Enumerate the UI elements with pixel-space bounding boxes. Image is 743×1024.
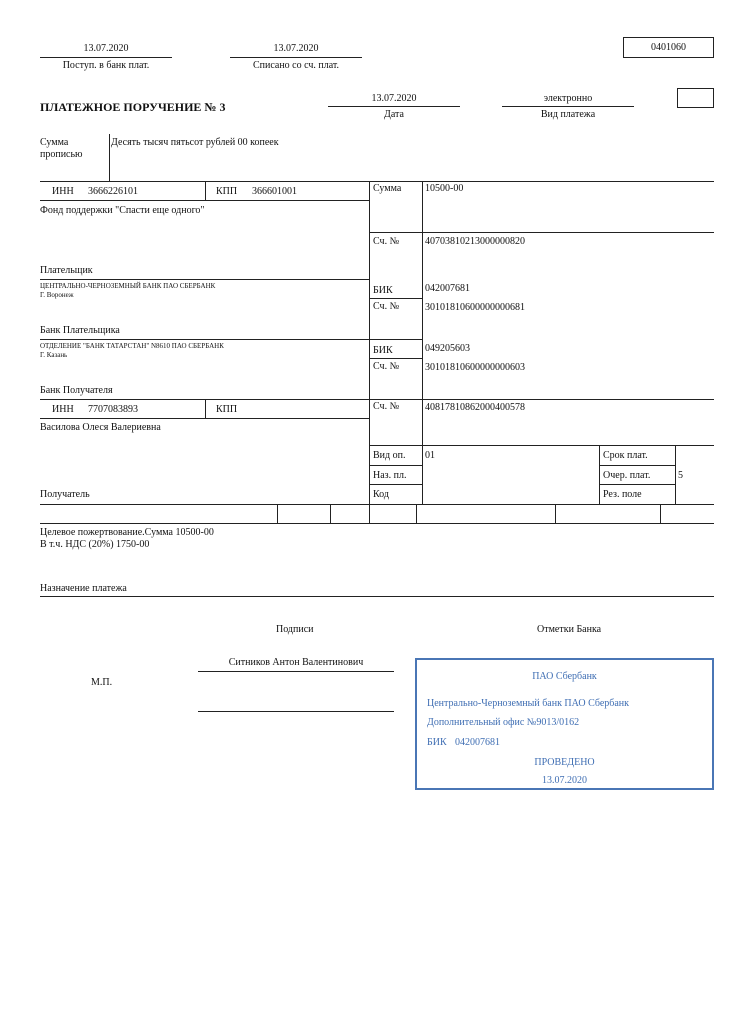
grid-line: [369, 465, 422, 466]
grid-line: [40, 181, 714, 182]
payer-inn: 3666226101: [88, 186, 138, 197]
grid-line: [599, 465, 675, 466]
code-label: Код: [373, 489, 389, 500]
payee-bank-bik: 049205603: [425, 343, 470, 354]
payer-bank-city: Г. Воронеж: [40, 291, 74, 299]
signature-line-2: [198, 711, 394, 712]
purpose-label: Назначение платежа: [40, 583, 127, 594]
grid-line: [40, 523, 714, 524]
term-label: Срок плат.: [603, 450, 648, 461]
payer-account-label: Сч. №: [373, 236, 400, 247]
amount-words-label-1: Сумма: [40, 137, 69, 148]
purpose-line-1: Целевое пожертвование.Сумма 10500-00: [40, 527, 214, 538]
stamp-status: ПРОВЕДЕНО: [534, 757, 595, 768]
grid-vertical-2: [422, 181, 423, 504]
payer-bank-bik: 042007681: [425, 283, 470, 294]
stamp-office: Дополнительный офис №9013/0162: [427, 717, 580, 728]
grid-line: [40, 279, 369, 280]
debited-date: 13.07.2020: [273, 43, 319, 54]
bank-marks-label: Отметки Банка: [537, 624, 602, 635]
received-date-label: Поступ. в банк плат.: [62, 60, 150, 71]
payee-name: Василова Олеся Валериевна: [40, 422, 161, 433]
payment-type: электронно: [543, 93, 593, 104]
payer-bank-account-label: Сч. №: [373, 301, 400, 312]
grid-line: [369, 232, 714, 233]
grid-line: [369, 298, 422, 299]
tax-cell-divider: [369, 504, 370, 523]
payer-bank-label: Банк Плательщика: [40, 325, 120, 336]
signatures-label: Подписи: [276, 624, 314, 635]
grid-line: [40, 339, 422, 340]
bank-stamp: [415, 658, 714, 790]
signature-line-1: [198, 671, 394, 672]
payer-account: 40703810213000000820: [425, 236, 525, 247]
payer-inn-divider: [205, 181, 206, 200]
stamp-date: 13.07.2020: [542, 775, 587, 786]
debited-date-line: [230, 57, 362, 58]
payment-type-label: Вид платежа: [540, 109, 596, 120]
grid-vertical-1: [369, 181, 370, 504]
blank-code-box: [677, 88, 714, 108]
tax-cell-divider: [330, 504, 331, 523]
amount-words-label-2: прописью: [40, 149, 83, 160]
payer-bank-name: ЦЕНТРАЛЬНО-ЧЕРНОЗЕМНЫЙ БАНК ПАО СБЕРБАНК: [40, 282, 216, 290]
grid-line: [369, 445, 714, 446]
payer-bank-account: 30101810600000000681: [425, 302, 525, 313]
stamp-bank: ПАО Сбербанк: [532, 671, 597, 682]
payee-bank-bik-label: БИК: [373, 345, 393, 356]
tax-cell-divider: [416, 504, 417, 523]
signer-name: Ситников Антон Валентинович: [228, 657, 364, 668]
order-date-line: [328, 106, 460, 107]
order-date-label: Дата: [384, 109, 404, 120]
payee-bank-account-label: Сч. №: [373, 361, 400, 372]
grid-vertical-3: [599, 445, 600, 504]
payer-name: Фонд поддержки "Спасти еще одного": [40, 205, 205, 216]
payee-label: Получатель: [40, 489, 90, 500]
payee-inn-divider: [205, 399, 206, 418]
payment-type-line: [502, 106, 634, 107]
payee-account-label: Сч. №: [373, 401, 400, 412]
reserve-label: Рез. поле: [603, 489, 642, 500]
amount-words: Десять тысяч пятьсот рублей 00 копеек: [111, 137, 279, 148]
payee-kpp-label: КПП: [216, 404, 238, 415]
payee-bank-account: 30101810600000000603: [425, 362, 525, 373]
payer-kpp-label: КПП: [216, 186, 238, 197]
grid-line: [40, 399, 714, 400]
stamp-bik: 042007681: [455, 737, 500, 748]
purpose-line-2: В т.ч. НДС (20%) 1750-00: [40, 539, 150, 550]
grid-line: [40, 200, 369, 201]
payee-bank-city: Г. Казань: [40, 351, 68, 359]
received-date: 13.07.2020: [83, 43, 129, 54]
tax-cell-divider: [277, 504, 278, 523]
order-date: 13.07.2020: [371, 93, 417, 104]
grid-line: [599, 484, 675, 485]
payee-inn-label: ИНН: [52, 404, 74, 415]
tax-cell-divider: [660, 504, 661, 523]
amount-words-divider: [109, 134, 110, 181]
op-type: 01: [425, 450, 435, 461]
payee-account: 40817810862000400578: [425, 402, 525, 413]
form-code-box: [623, 37, 714, 58]
payer-amount: 10500-00: [425, 183, 464, 194]
grid-line: [40, 418, 369, 419]
grid-line: [369, 484, 422, 485]
debited-date-label: Списано со сч. плат.: [252, 60, 340, 71]
page-title: ПЛАТЕЖНОЕ ПОРУЧЕНИЕ № 3: [40, 100, 226, 114]
payer-inn-label: ИНН: [52, 186, 74, 197]
grid-line: [40, 504, 714, 505]
priority-label: Очер. плат.: [603, 470, 651, 481]
payee-bank-name: ОТДЕЛЕНИЕ "БАНК ТАТАРСТАН" N8610 ПАО СБЕРБАНК: [40, 342, 224, 350]
payee-inn: 7707083893: [88, 404, 138, 415]
tax-cell-divider: [555, 504, 556, 523]
stamp-branch: Центрально-Черноземный банк ПАО Сбербанк: [427, 698, 630, 709]
payer-kpp: 366601001: [252, 186, 297, 197]
received-date-line: [40, 57, 172, 58]
payee-bank-label: Банк Получателя: [40, 385, 113, 396]
grid-line: [369, 358, 422, 359]
stamp-bik-label: БИК: [427, 737, 447, 748]
payer-label: Плательщик: [40, 265, 93, 276]
grid-line: [40, 596, 714, 597]
form-code: 0401060: [651, 42, 686, 53]
payer-bank-bik-label: БИК: [373, 285, 393, 296]
op-type-label: Вид оп.: [373, 450, 406, 461]
seal-label: М.П.: [91, 677, 113, 688]
grid-vertical-4: [675, 445, 676, 504]
purpose-code-label: Наз. пл.: [373, 470, 407, 481]
payer-amount-label: Сумма: [373, 183, 402, 194]
priority: 5: [678, 470, 683, 481]
